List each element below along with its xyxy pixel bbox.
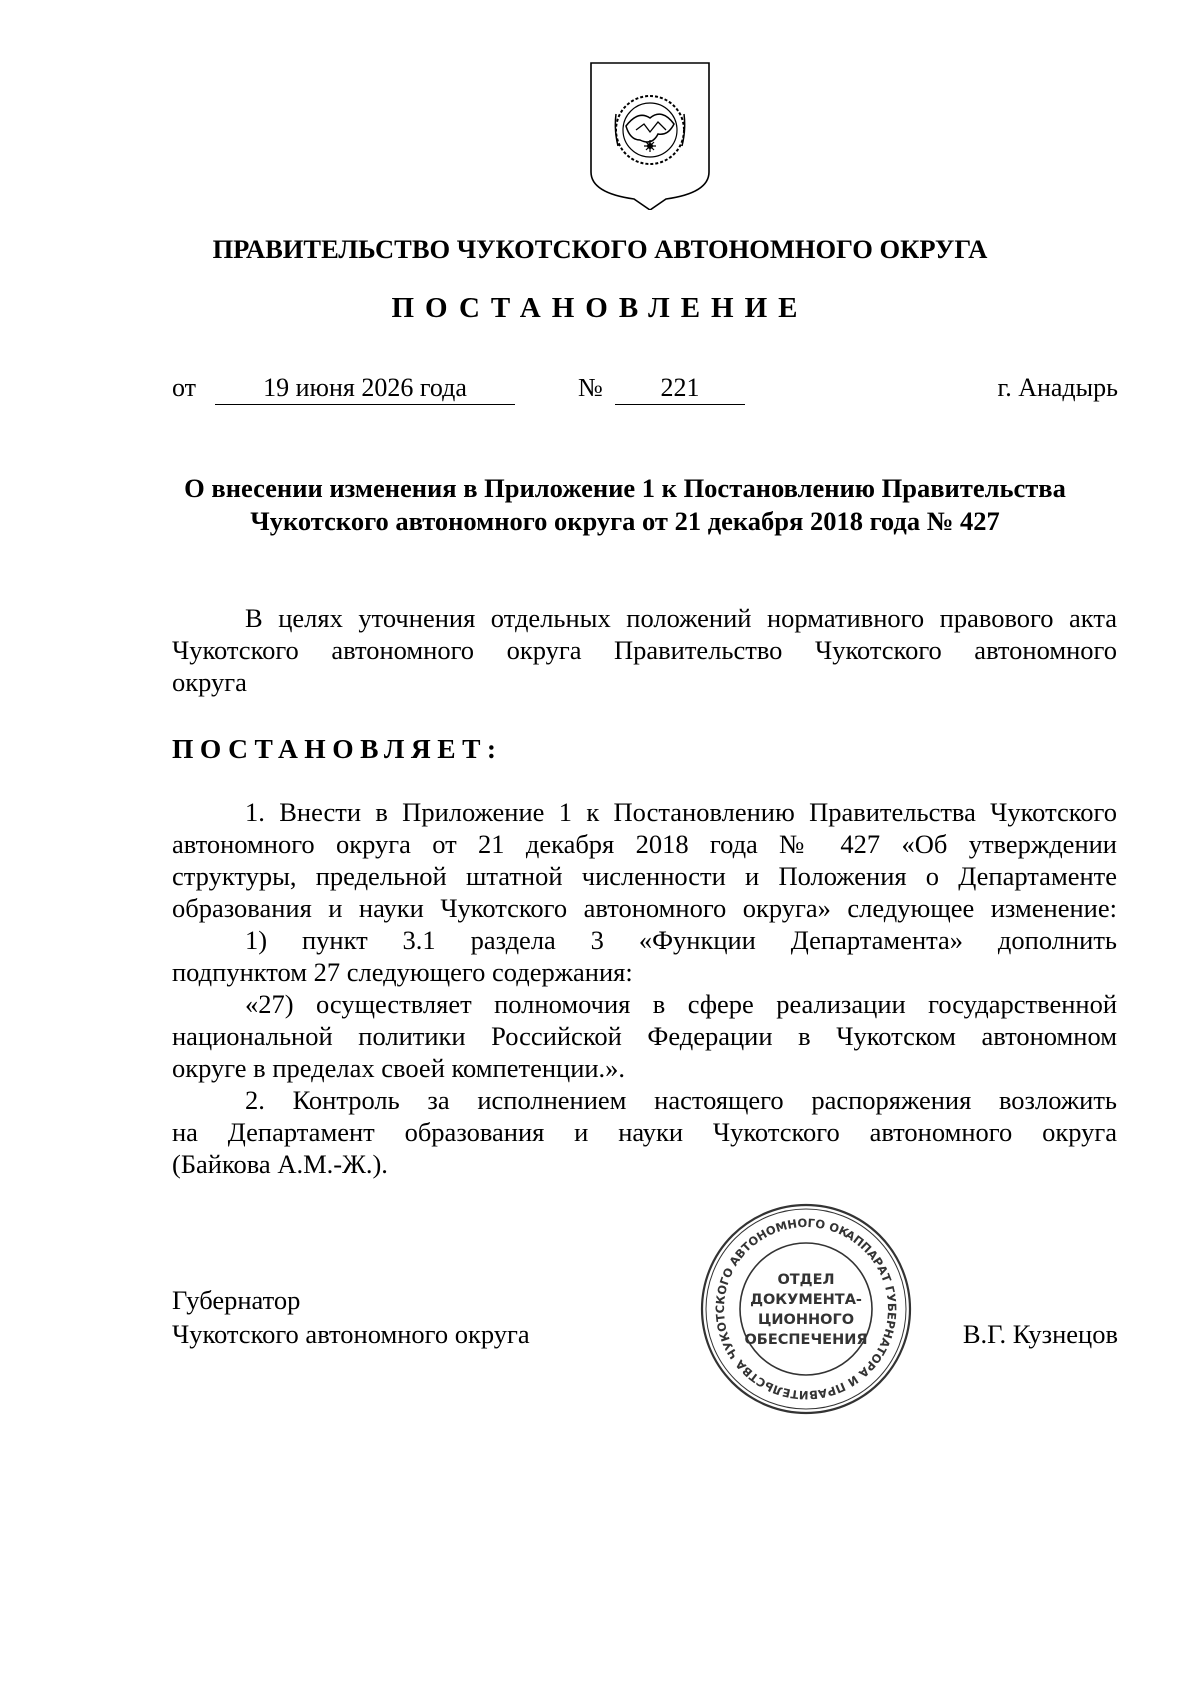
document-city: г. Анадырь <box>997 373 1118 402</box>
stamp-center-line: ЦИОННОГО <box>757 1312 855 1328</box>
text-line: структуры, предельной штатной численности и Положения о Департаменте <box>172 861 1117 891</box>
document-type: ПОСТАНОВЛЕНИЕ <box>391 292 809 324</box>
document-number: 221 <box>615 372 745 405</box>
svg-text:АППАРАТ ГУБЕРНАТОРА И ПРАВИТЕЛ <box>697 1200 915 1418</box>
organization-name: ПРАВИТЕЛЬСТВО ЧУКОТСКОГО АВТОНОМНОГО ОКРУГА <box>212 234 988 264</box>
text-line: 1. Внести в Приложение 1 к Постановлению Правительства Чукотского <box>245 797 1117 827</box>
signatory-name: В.Г. Кузнецов <box>962 1319 1118 1349</box>
text-line: образования и науки Чукотского автономного округа» следующее изменение: <box>172 893 1117 923</box>
stamp-ring-text: АППАРАТ ГУБЕРНАТОРА И ПРАВИТЕЛЬСТВА ЧУКОТСКОГО АВТОНОМНОГО ОКРУГА <box>712 1215 900 1403</box>
title-line: Чукотского автономного округа от 21 декабря 2018 года № 427 <box>250 506 1000 536</box>
number-sign: № <box>578 373 603 402</box>
text-line: подпунктом 27 следующего содержания: <box>172 957 633 987</box>
document-date: 19 июня 2026 года <box>215 372 515 405</box>
signatory-position: Губернатор <box>172 1285 301 1315</box>
stamp-center-line: ОБЕСПЕЧЕНИЯ <box>744 1332 868 1348</box>
decree-body <box>172 796 1117 1180</box>
text-line: «27) осуществляет полномочия в сфере реализации государственной <box>245 989 1117 1019</box>
text-line: округа <box>172 667 247 697</box>
text-line: национальной политики Российской Федерации в Чукотском автономном <box>172 1021 1117 1051</box>
stamp-center-line: ОТДЕЛ <box>777 1272 835 1288</box>
signatory-position: Чукотского автономного округа <box>172 1319 530 1349</box>
document-title <box>150 472 1100 538</box>
decree-word: ПОСТАНОВЛЯЕТ: <box>172 733 503 764</box>
text-line: 1) пункт 3.1 раздела 3 «Функции Департамента» дополнить <box>245 925 1117 955</box>
text-line: В целях уточнения отдельных положений нормативного правового акта <box>245 603 1117 633</box>
text-line: 2. Контроль за исполнением настоящего распоряжения возложить <box>245 1085 1117 1115</box>
text-line: Чукотского автономного округа Правительство Чукотского автономного <box>172 635 1117 665</box>
text-line: (Байкова А.М.-Ж.). <box>172 1149 388 1179</box>
preamble <box>172 602 1117 698</box>
text-line: округе в пределах своей компетенции.». <box>172 1053 626 1083</box>
title-line: О внесении изменения в Приложение 1 к Постановлению Правительства <box>184 473 1066 503</box>
date-prefix: от <box>172 373 197 402</box>
text-line: на Департамент образования и науки Чукотского автономного округа <box>172 1117 1117 1147</box>
official-stamp <box>697 1200 915 1418</box>
coat-of-arms-icon <box>588 60 712 210</box>
stamp-center-line: ДОКУМЕНТА- <box>750 1292 862 1308</box>
text-line: автономного округа от 21 декабря 2018 года № 427 «Об утверждении <box>172 829 1117 859</box>
